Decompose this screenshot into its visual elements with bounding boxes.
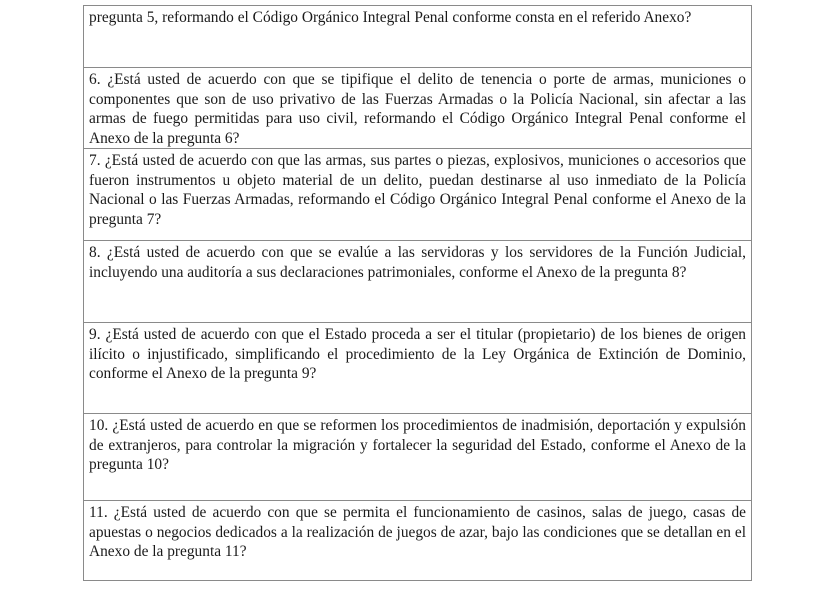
question-row-10: 10. ¿Está usted de acuerdo en que se reformen los procedimientos de inadmisión, deportación y expulsión de extranjeros, para controlar la migración y fortalecer la seguridad del Estado, conforme el Anexo de la pregunta 10? [84,414,751,501]
question-row-7: 7. ¿Está usted de acuerdo con que las armas, sus partes o piezas, explosivos, municiones o accesorios que fueron instrumentos u objeto material de un delito, puedan destinarse al uso inmediato de la Policía Nacional o las Fuerzas Armadas, reformando el Código Orgánico Integral Penal conforme el Anexo de la pregunta 7? [84,149,751,241]
question-row-5-continuation: pregunta 5, reformando el Código Orgánico Integral Penal conforme consta en el referido Anexo? [84,6,751,68]
question-row-9: 9. ¿Está usted de acuerdo con que el Estado proceda a ser el titular (propietario) de los bienes de origen ilícito o injustificado, simplificando el procedimiento de la Ley Orgánica de Extinción de Dominio, conforme el Anexo de la pregunta 9? [84,323,751,414]
question-row-11: 11. ¿Está usted de acuerdo con que se permita el funcionamiento de casinos, salas de juego, casas de apuestas o negocios dedicados a la realización de juegos de azar, bajo las condiciones que se detallan en el Anexo de la pregunta 11? [89,504,746,561]
question-row-8: 8. ¿Está usted de acuerdo con que se evalúe a las servidoras y los servidores de la Función Judicial, incluyendo una auditoría a sus declaraciones patrimoniales, conforme el Anexo de la pregunta 8? [84,241,751,323]
question-row-6: 6. ¿Está usted de acuerdo con que se tipifique el delito de tenencia o porte de armas, municiones o componentes que son de uso privativo de las Fuerzas Armadas o la Policía Nacional, sin afectar a las armas de fuego permitidas para uso civil, reformando el Código Orgánico Integral Penal conforme el Anexo de la pregunta 6? [84,68,751,149]
questions-table [83,5,752,581]
